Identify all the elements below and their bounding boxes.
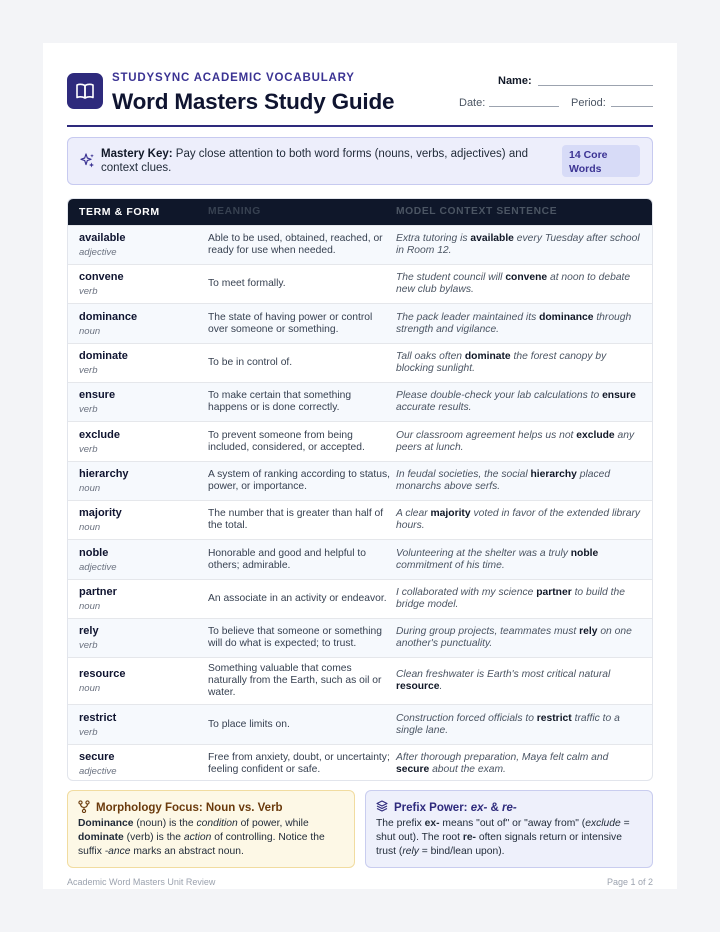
prefix-title <box>394 802 517 814</box>
sentence-keyword: convene <box>505 272 548 283</box>
sentence-keyword: rely <box>579 626 598 637</box>
sentence-part: The pack leader maintained its <box>396 311 540 323</box>
context-sentence <box>396 430 652 454</box>
meaning: Free from anxiety, doubt, or uncertainty; feeling confident or safe. <box>208 751 390 775</box>
sentence-keyword: resource <box>396 681 440 692</box>
sentence-part: Clean freshwater is Earth's most critical natural <box>396 669 611 680</box>
context-sentence <box>396 469 652 493</box>
page-title: Word Masters Study Guide <box>112 89 395 114</box>
sentence-part: I collaborated with my science <box>396 587 537 598</box>
sentence-part: Volunteering at the shelter was a truly <box>396 547 571 559</box>
term: secure <box>79 750 115 763</box>
table-row <box>68 500 652 539</box>
morphology-emphasis: -ance <box>104 846 131 857</box>
mastery-key-box <box>67 137 653 185</box>
context-sentence <box>396 312 652 336</box>
meaning: Honorable and good and helpful to others; admirable. <box>208 547 367 571</box>
sentence-part: Please double-check your lab calculations to <box>396 390 603 401</box>
prefix-text-part: often signals return or intensive trust ( <box>376 832 622 857</box>
term-cell <box>68 667 208 695</box>
sentence-keyword: noble <box>570 547 599 559</box>
word-form: noun <box>79 522 101 533</box>
sentence-part: During group projects, teammates must <box>396 626 580 637</box>
term: hierarchy <box>79 468 129 480</box>
morphology-emphasis: condition <box>196 818 238 829</box>
prefix-text <box>376 817 642 859</box>
prefix-word: re- <box>462 832 476 843</box>
term: dominance <box>79 310 138 323</box>
prefix-power-box <box>365 790 653 868</box>
term-cell <box>68 428 208 456</box>
term: dominate <box>79 350 128 362</box>
sentence-part: any peers at lunch. <box>396 429 635 453</box>
term: partner <box>79 586 117 598</box>
term: resource <box>79 668 126 680</box>
term-cell <box>68 349 208 377</box>
term: convene <box>79 271 124 283</box>
layers-icon <box>376 800 388 815</box>
sentence-keyword: dominance <box>539 311 594 323</box>
prefix-text-part: The prefix <box>376 818 425 829</box>
context-sentence <box>396 587 652 611</box>
term: restrict <box>79 711 117 724</box>
sentence-part: commitment of his time. <box>396 559 505 571</box>
table-row <box>68 303 652 343</box>
date-label: Date: <box>459 97 486 109</box>
word-form: noun <box>79 325 101 337</box>
sentence-part: about the exam. <box>429 763 506 775</box>
table-row <box>68 343 652 382</box>
term: exclude <box>79 428 120 441</box>
context-sentence <box>396 351 652 375</box>
sentence-part: through strength and vigilance. <box>396 311 632 335</box>
morphology-word: dominate <box>78 832 124 843</box>
sentence-keyword: ensure <box>602 390 636 401</box>
sentence-part: voted in favor of the extended library hours. <box>396 508 641 531</box>
sentence-keyword: secure <box>396 763 430 775</box>
vocabulary-table <box>67 198 653 781</box>
term: ensure <box>79 389 116 401</box>
morphology-title: Morphology Focus: Noun vs. Verb <box>96 802 283 814</box>
morphology-text-part: marks an abstract noun. <box>130 846 244 857</box>
term: rely <box>79 625 99 637</box>
prefix-title-part: ex- <box>470 801 488 814</box>
sentence-keyword: restrict <box>536 712 572 724</box>
term: available <box>79 232 126 244</box>
table-row <box>68 461 652 500</box>
term: majority <box>79 507 122 519</box>
term-cell <box>68 310 208 338</box>
word-form: verb <box>79 286 98 297</box>
term: noble <box>79 546 109 559</box>
mastery-key-label: Mastery Key: <box>101 148 173 160</box>
term-cell <box>68 270 208 298</box>
table-row <box>68 704 652 744</box>
table-row <box>68 657 652 704</box>
prefix-word: ex- <box>424 818 440 829</box>
table-row <box>68 264 652 303</box>
morphology-text-part: of power, while <box>237 818 309 829</box>
column-header-term: TERM & FORM <box>79 206 160 218</box>
morphology-text <box>78 817 344 859</box>
word-form: verb <box>79 443 98 455</box>
sentence-keyword: available <box>470 233 514 244</box>
term-cell <box>68 750 208 778</box>
word-form: adjective <box>79 561 117 573</box>
term-cell <box>68 711 208 739</box>
meaning: Something valuable that comes naturally from the Earth, such as oil or water. <box>208 663 382 698</box>
context-sentence <box>396 508 652 532</box>
prefix-emphasis: rely <box>402 846 419 857</box>
context-sentence <box>396 390 652 414</box>
sentence-part: traffic to a single lane. <box>396 712 620 736</box>
morphology-text-part: of controlling. Notice the suffix <box>78 832 325 857</box>
sentence-part: The student council will <box>396 272 506 283</box>
meaning: To believe that someone or something will do what is expected; to trust. <box>208 626 383 649</box>
table-row <box>68 382 652 421</box>
header <box>67 71 653 127</box>
meaning: An associate in an activity or endeavor. <box>208 593 387 604</box>
sentence-keyword: dominate <box>464 351 511 362</box>
meaning: To be in control of. <box>208 357 293 368</box>
word-form: verb <box>79 726 98 738</box>
morphology-word: Dominance <box>78 818 134 829</box>
name-field[interactable] <box>538 85 653 86</box>
meaning: The state of having power or control over someone or something. <box>208 311 373 335</box>
mastery-key-body: Pay close attention to both word forms (nouns, verbs, adjectives) and context clues. <box>101 148 529 174</box>
word-count-badge: 14 Core Words <box>562 145 640 177</box>
word-form: adjective <box>79 247 117 258</box>
sentence-part: at noon to debate new club bylaws. <box>396 272 631 295</box>
term-cell <box>68 585 208 613</box>
footer-title: Academic Word Masters Unit Review <box>67 877 216 887</box>
word-form: adjective <box>79 765 117 777</box>
word-form: noun <box>79 601 101 612</box>
context-sentence <box>396 669 652 693</box>
meaning: To make certain that something happens or is done correctly. <box>208 390 352 413</box>
table-row <box>68 421 652 461</box>
table-row <box>68 744 652 781</box>
header-divider <box>67 125 653 127</box>
word-form: verb <box>79 404 98 415</box>
sentence-part: to build the bridge model. <box>396 587 625 610</box>
term-cell <box>68 467 208 495</box>
morphology-text-part: (verb) is the <box>123 832 184 843</box>
sentence-part: . <box>439 681 443 692</box>
prefix-text-part: = shut out). The root <box>376 818 630 843</box>
context-sentence <box>396 752 652 776</box>
sentence-part: After thorough preparation, Maya felt calm and <box>396 751 609 763</box>
term-cell <box>68 624 208 652</box>
sentence-keyword: majority <box>430 508 471 519</box>
table-row <box>68 225 652 264</box>
sentence-part: placed monarchs above serfs. <box>396 469 611 492</box>
date-field[interactable] <box>489 106 559 107</box>
sentence-part: A clear <box>396 508 431 519</box>
sentence-part: every Tuesday after school in Room 12. <box>396 233 640 256</box>
sentence-part: In feudal societies, the social <box>396 469 531 480</box>
context-sentence <box>396 233 652 257</box>
term-cell <box>68 231 208 259</box>
term-cell <box>68 506 208 534</box>
sentence-part: the forest canopy by blocking sunlight. <box>396 351 607 374</box>
table-header <box>68 199 652 225</box>
sentence-keyword: partner <box>536 587 572 598</box>
meaning: To place limits on. <box>208 718 290 730</box>
study-guide-page <box>43 43 677 889</box>
header-kicker: STUDYSYNC ACADEMIC VOCABULARY <box>112 72 355 84</box>
prefix-title-part: re- <box>502 801 517 814</box>
column-header-meaning: MEANING <box>208 206 261 217</box>
meaning: To meet formally. <box>208 278 286 289</box>
word-form: verb <box>79 365 98 376</box>
table-row <box>68 579 652 618</box>
prefix-text-part: = bind/lean upon). <box>418 846 505 857</box>
prefix-emphasis: exclude <box>585 818 621 829</box>
sentence-part: on one another's punctuality. <box>396 626 632 649</box>
mastery-key-text <box>101 147 531 175</box>
prefix-title-part: Prefix Power: <box>394 801 471 814</box>
prefix-text-part: means "out of" or "away from" ( <box>439 818 586 829</box>
morphology-focus-box <box>67 790 355 868</box>
branch-icon <box>78 800 90 816</box>
word-form: noun <box>79 683 101 694</box>
book-icon <box>67 73 103 109</box>
meaning: To prevent someone from being included, considered, or accepted. <box>208 429 365 453</box>
meaning: A system of ranking according to status, power, or importance. <box>208 469 391 492</box>
morphology-text-part: (noun) is the <box>133 818 197 829</box>
table-row <box>68 618 652 657</box>
period-label: Period: <box>571 97 606 109</box>
context-sentence <box>396 272 652 296</box>
sentence-part: Construction forced officials to <box>396 712 537 724</box>
period-field[interactable] <box>611 106 653 107</box>
name-label: Name: <box>498 75 532 87</box>
sparkle-icon <box>80 153 95 173</box>
student-fields <box>453 75 653 115</box>
column-header-sentence: MODEL CONTEXT SENTENCE <box>396 206 558 217</box>
context-sentence <box>396 626 652 650</box>
sentence-part: Extra tutoring is <box>396 233 471 244</box>
prefix-title-part: & <box>487 801 503 814</box>
sentence-part: Our classroom agreement helps us not <box>396 429 577 441</box>
meaning: Able to be used, obtained, reached, or ready for use when needed. <box>208 233 383 256</box>
sentence-part: accurate results. <box>396 402 472 413</box>
page-number: Page 1 of 2 <box>606 877 653 887</box>
table-body <box>68 225 652 781</box>
sentence-part: Tall oaks often <box>396 351 465 362</box>
sentence-keyword: exclude <box>576 429 615 441</box>
table-row <box>68 539 652 579</box>
context-sentence <box>396 713 652 737</box>
word-form: verb <box>79 640 98 651</box>
word-form: noun <box>79 483 101 494</box>
sentence-keyword: hierarchy <box>530 469 577 480</box>
term-cell <box>68 546 208 574</box>
term-cell <box>68 388 208 416</box>
meaning: The number that is greater than half of the total. <box>208 508 384 531</box>
context-sentence <box>396 548 652 572</box>
morphology-emphasis: action <box>183 832 212 843</box>
